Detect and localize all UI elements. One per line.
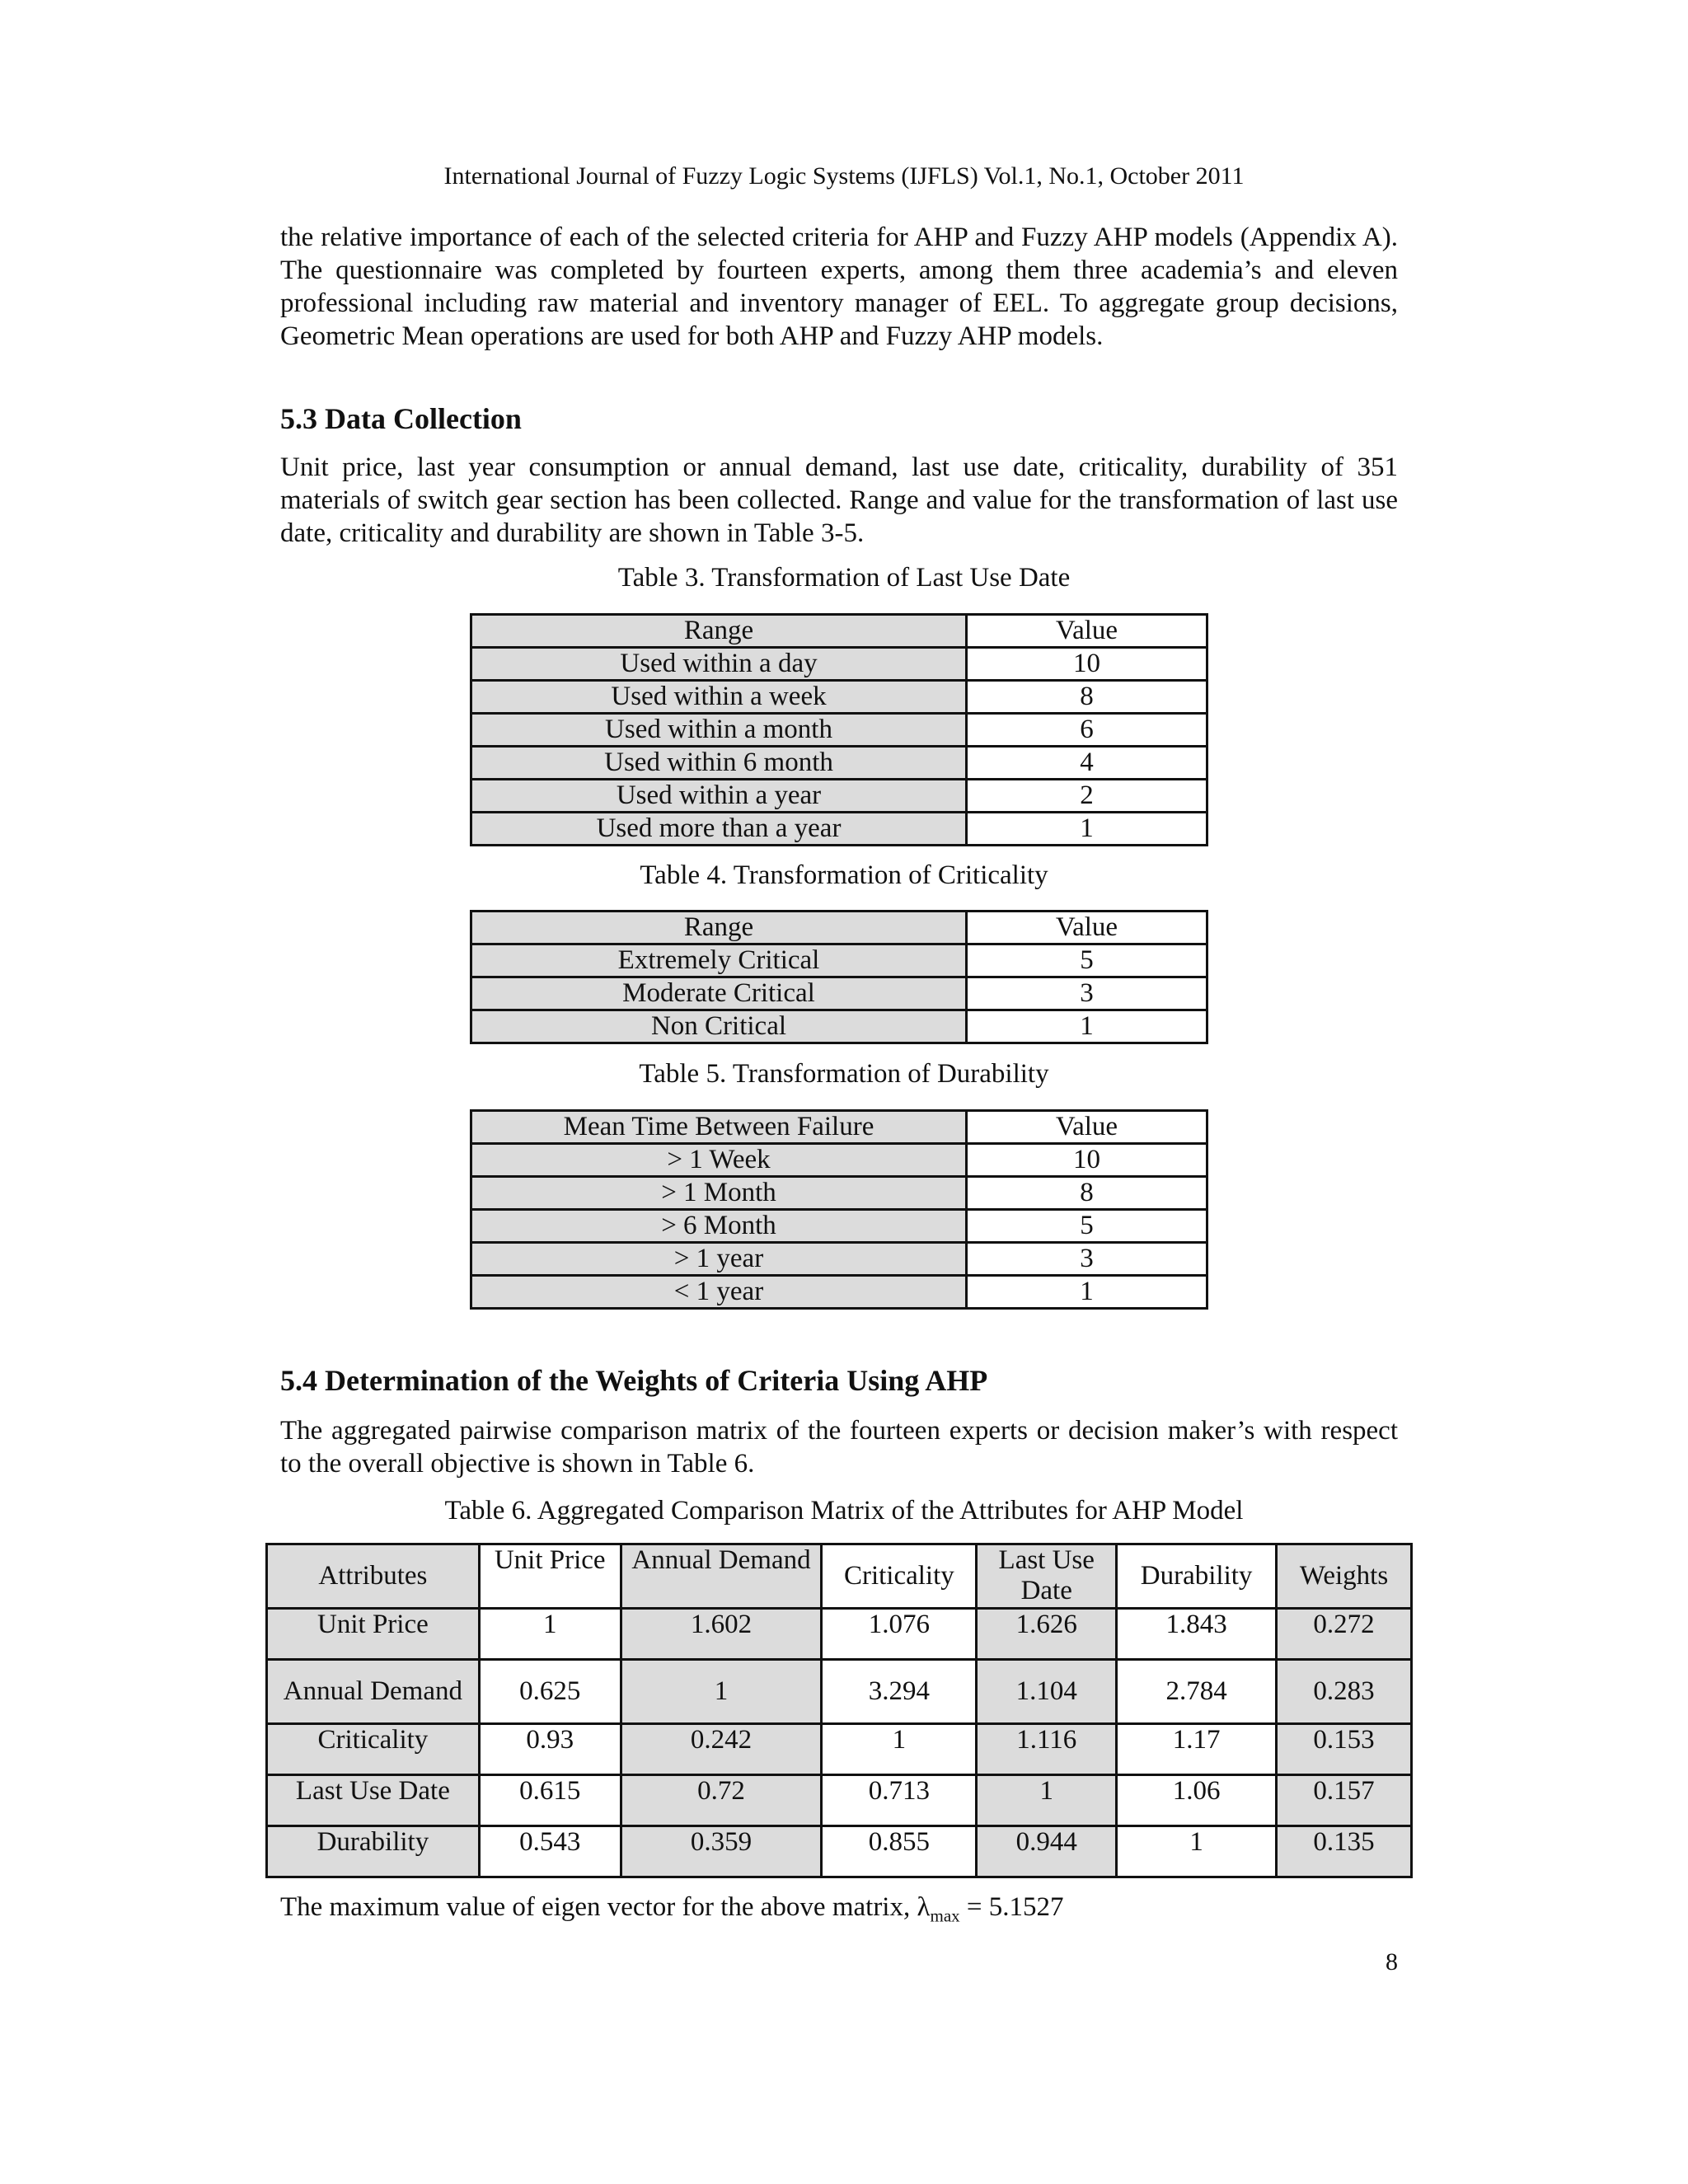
header-cell: Mean Time Between Failure — [471, 1111, 967, 1144]
value-cell: 3 — [967, 1243, 1207, 1276]
value-cell: 10 — [967, 648, 1207, 681]
header-cell: Value — [967, 615, 1207, 648]
value-cell: 0.615 — [479, 1775, 621, 1826]
value-cell: 0.944 — [977, 1826, 1117, 1877]
header-cell: Weights — [1277, 1544, 1412, 1609]
value-cell: 0.72 — [621, 1775, 822, 1826]
value-cell: 2.784 — [1117, 1660, 1277, 1724]
value-cell: 1 — [621, 1660, 822, 1724]
range-cell: Moderate Critical — [471, 977, 967, 1010]
table-header-row — [471, 1111, 1207, 1144]
value-cell: 1 — [967, 1010, 1207, 1043]
value-cell: 3 — [967, 977, 1207, 1010]
data-collection-paragraph: Unit price, last year consumption or annual demand, last use date, criticality, durability of 351 materials of switch gear section has been collected. Range and value for the transformation of last use date, criticality and durability are shown in Table 3-5. — [280, 452, 1398, 548]
value-cell: 3.294 — [822, 1660, 977, 1724]
value-cell: 1 — [967, 1276, 1207, 1309]
table-row — [471, 1010, 1207, 1043]
table-row — [471, 813, 1207, 846]
table-row — [471, 780, 1207, 813]
value-cell: 4 — [967, 747, 1207, 780]
range-cell: > 1 Month — [471, 1177, 967, 1210]
value-cell: 1 — [822, 1724, 977, 1775]
value-cell: 1.104 — [977, 1660, 1117, 1724]
value-cell: 1 — [1117, 1826, 1277, 1877]
header-cell: Durability — [1117, 1544, 1277, 1609]
table-row — [471, 977, 1207, 1010]
range-cell: Used within a year — [471, 780, 967, 813]
weight-cell: 0.283 — [1277, 1660, 1412, 1724]
header-cell: Value — [967, 912, 1207, 944]
table6 — [265, 1543, 1413, 1878]
header-cell: Value — [967, 1111, 1207, 1144]
lambda-subscript: max — [930, 1905, 960, 1926]
value-cell: 1.06 — [1117, 1775, 1277, 1826]
table-row — [267, 1660, 1412, 1724]
table-row — [471, 1243, 1207, 1276]
table4 — [470, 910, 1208, 1044]
weight-cell: 0.272 — [1277, 1609, 1412, 1660]
table-row — [471, 714, 1207, 747]
header-cell: Range — [471, 615, 967, 648]
weight-cell: 0.157 — [1277, 1775, 1412, 1826]
value-cell: 8 — [967, 681, 1207, 714]
value-cell: 0.713 — [822, 1775, 977, 1826]
range-cell: Used within a month — [471, 714, 967, 747]
range-cell: Used within a week — [471, 681, 967, 714]
table-header-row — [471, 912, 1207, 944]
table-row — [267, 1724, 1412, 1775]
attribute-cell: Criticality — [267, 1724, 480, 1775]
header-cell: Unit Price — [479, 1544, 621, 1609]
page-number: 8 — [1386, 1948, 1398, 1975]
range-cell: Non Critical — [471, 1010, 967, 1043]
value-cell: 6 — [967, 714, 1207, 747]
value-cell: 0.543 — [479, 1826, 621, 1877]
value-cell: 0.625 — [479, 1660, 621, 1724]
table4-caption: Table 4. Transformation of Criticality — [640, 860, 1048, 890]
table6-caption: Table 6. Aggregated Comparison Matrix of the Attributes for AHP Model — [444, 1496, 1244, 1526]
value-cell: 0.242 — [621, 1724, 822, 1775]
table3 — [470, 613, 1208, 846]
intro-paragraph: the relative importance of each of the selected criteria for AHP and Fuzzy AHP models (Appendix A). The questionnaire was completed by fourteen experts, among them three academia’s and eleven professional including raw material and inventory manager of EEL. To aggregate group decisions, Geometric Mean operations are used for both AHP and Fuzzy AHP models. — [280, 223, 1398, 351]
table-row — [471, 1177, 1207, 1210]
table-row — [471, 681, 1207, 714]
value-cell: 0.359 — [621, 1826, 822, 1877]
header-cell: Attributes — [267, 1544, 480, 1609]
header-cell: Last Use Date — [977, 1544, 1117, 1609]
lambda-text: The maximum value of eigen vector for the above matrix, λ — [280, 1892, 931, 1922]
value-cell: 1 — [967, 813, 1207, 846]
header-cell: Annual Demand — [621, 1544, 822, 1609]
value-cell: 5 — [967, 1210, 1207, 1243]
header-cell: Criticality — [822, 1544, 977, 1609]
table3-caption: Table 3. Transformation of Last Use Date — [617, 563, 1071, 593]
range-cell: < 1 year — [471, 1276, 967, 1309]
table-row — [267, 1609, 1412, 1660]
range-cell: > 1 year — [471, 1243, 967, 1276]
value-cell: 2 — [967, 780, 1207, 813]
table-header-row — [267, 1544, 1412, 1609]
section-heading-data-collection: 5.3 Data Collection — [280, 402, 522, 435]
table-row — [267, 1826, 1412, 1877]
value-cell: 1.17 — [1117, 1724, 1277, 1775]
table-row — [471, 1276, 1207, 1309]
table5-caption: Table 5. Transformation of Durability — [639, 1059, 1049, 1089]
weight-cell: 0.135 — [1277, 1826, 1412, 1877]
value-cell: 1 — [977, 1775, 1117, 1826]
value-cell: 0.855 — [822, 1826, 977, 1877]
range-cell: Used within 6 month — [471, 747, 967, 780]
value-cell: 1.076 — [822, 1609, 977, 1660]
attribute-cell: Unit Price — [267, 1609, 480, 1660]
table-row — [471, 648, 1207, 681]
table5 — [470, 1109, 1208, 1310]
range-cell: Used more than a year — [471, 813, 967, 846]
value-cell: 1.626 — [977, 1609, 1117, 1660]
table-row — [471, 747, 1207, 780]
table-row — [267, 1775, 1412, 1826]
section-heading-ahp-weights: 5.4 Determination of the Weights of Criteria Using AHP — [280, 1364, 988, 1397]
lambda-max-statement — [280, 1892, 1064, 1927]
table-header-row — [471, 615, 1207, 648]
range-cell: Extremely Critical — [471, 944, 967, 977]
value-cell: 0.93 — [479, 1724, 621, 1775]
ahp-paragraph: The aggregated pairwise comparison matrix of the fourteen experts or decision maker’s with respect to the overall objective is shown in Table 6. — [280, 1416, 1398, 1479]
value-cell: 1.843 — [1117, 1609, 1277, 1660]
range-cell: > 1 Week — [471, 1144, 967, 1177]
range-cell: > 6 Month — [471, 1210, 967, 1243]
value-cell: 1.116 — [977, 1724, 1117, 1775]
attribute-cell: Annual Demand — [267, 1660, 480, 1724]
value-cell: 10 — [967, 1144, 1207, 1177]
header-cell: Range — [471, 912, 967, 944]
table-row — [471, 1144, 1207, 1177]
value-cell: 1 — [479, 1609, 621, 1660]
lambda-value: = 5.1527 — [959, 1892, 1064, 1922]
value-cell: 8 — [967, 1177, 1207, 1210]
value-cell: 5 — [967, 944, 1207, 977]
journal-header: International Journal of Fuzzy Logic Systems (IJFLS) Vol.1, No.1, October 2011 — [443, 162, 1245, 190]
range-cell: Used within a day — [471, 648, 967, 681]
attribute-cell: Durability — [267, 1826, 480, 1877]
value-cell: 1.602 — [621, 1609, 822, 1660]
table-row — [471, 944, 1207, 977]
weight-cell: 0.153 — [1277, 1724, 1412, 1775]
table-row — [471, 1210, 1207, 1243]
attribute-cell: Last Use Date — [267, 1775, 480, 1826]
